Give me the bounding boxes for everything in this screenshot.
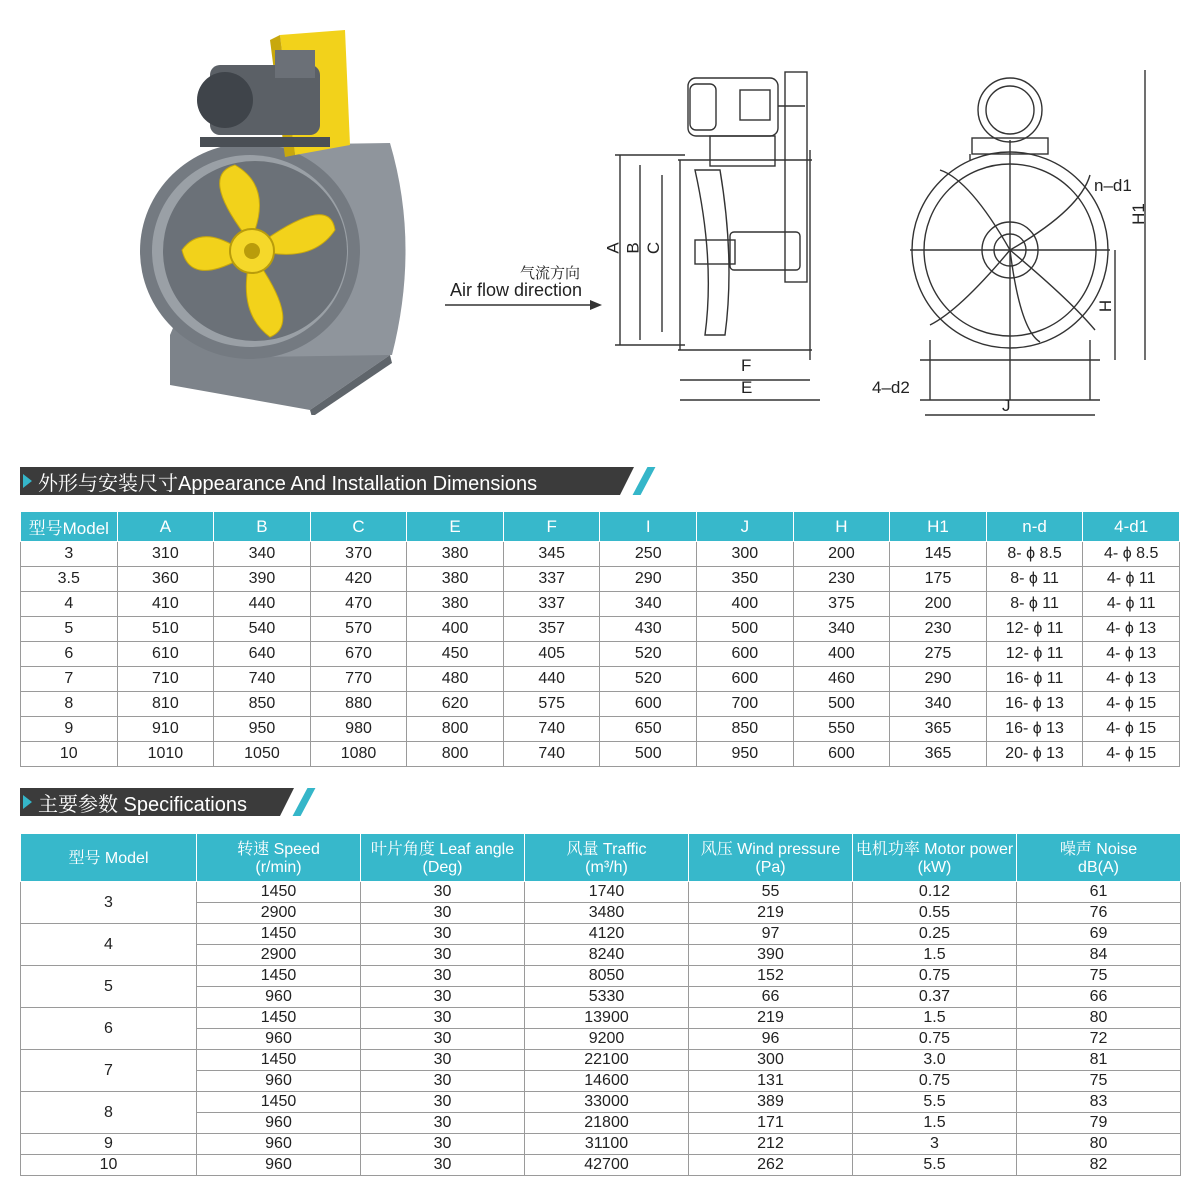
table-cell: 66 bbox=[1017, 987, 1181, 1008]
table-cell: 800 bbox=[407, 717, 504, 742]
table-cell: 710 bbox=[117, 667, 214, 692]
table-row bbox=[21, 1050, 1181, 1071]
table-cell: 30 bbox=[361, 1029, 525, 1050]
spec-col-header bbox=[853, 834, 1017, 882]
table-cell: 81 bbox=[1017, 1050, 1181, 1071]
dim-col-header: H bbox=[793, 512, 890, 542]
table-row bbox=[21, 966, 1181, 987]
dim-col-header: B bbox=[214, 512, 311, 542]
spec-col-header-line: 叶片角度 Leaf angle bbox=[370, 840, 515, 858]
table-cell: 8050 bbox=[525, 966, 689, 987]
table-cell: 540 bbox=[214, 617, 311, 642]
table-cell: 1450 bbox=[197, 1008, 361, 1029]
table-cell: 30 bbox=[361, 1092, 525, 1113]
table-cell: 219 bbox=[689, 903, 853, 924]
dim-col-header: 4-d1 bbox=[1083, 512, 1180, 542]
table-cell: 1740 bbox=[525, 882, 689, 903]
table-cell: 152 bbox=[689, 966, 853, 987]
table-cell: 740 bbox=[503, 717, 600, 742]
table-cell: 5330 bbox=[525, 987, 689, 1008]
table-cell: 84 bbox=[1017, 945, 1181, 966]
table-cell: 670 bbox=[310, 642, 407, 667]
table-cell: 0.75 bbox=[853, 966, 1017, 987]
table-cell: 30 bbox=[361, 882, 525, 903]
table-cell: 380 bbox=[407, 542, 504, 567]
table-cell: 6 bbox=[21, 642, 118, 667]
specifications-heading-text: 主要参数 Specifications bbox=[38, 793, 247, 816]
table-cell: 30 bbox=[361, 924, 525, 945]
table-cell: 72 bbox=[1017, 1029, 1181, 1050]
table-cell: 4 bbox=[21, 592, 118, 617]
spec-col-header bbox=[1017, 834, 1181, 882]
table-cell: 440 bbox=[503, 667, 600, 692]
spec-col-header bbox=[689, 834, 853, 882]
table-cell: 4- ϕ 8.5 bbox=[1083, 542, 1180, 567]
table-cell: 310 bbox=[117, 542, 214, 567]
table-cell: 10 bbox=[21, 742, 118, 767]
model-cell: 9 bbox=[21, 1134, 197, 1155]
table-cell: 131 bbox=[689, 1071, 853, 1092]
side-view-drawing bbox=[440, 60, 840, 410]
table-cell: 620 bbox=[407, 692, 504, 717]
table-cell: 1450 bbox=[197, 1050, 361, 1071]
dimensions-table bbox=[20, 511, 1180, 767]
spec-col-header-line: (r/min) bbox=[255, 858, 302, 876]
dimensions-heading-text: 外形与安装尺寸Appearance And Installation Dimensions bbox=[38, 472, 538, 495]
dim-col-header: A bbox=[117, 512, 214, 542]
table-cell: 420 bbox=[310, 567, 407, 592]
dim-label-h1: H1 bbox=[1128, 203, 1148, 225]
table-cell: 230 bbox=[890, 617, 987, 642]
table-cell: 1080 bbox=[310, 742, 407, 767]
airflow-label-en: Air flow direction bbox=[450, 280, 583, 300]
dim-col-header: F bbox=[503, 512, 600, 542]
table-cell: 7 bbox=[21, 667, 118, 692]
table-cell: 800 bbox=[407, 742, 504, 767]
table-cell: 69 bbox=[1017, 924, 1181, 945]
table-cell: 4- ϕ 13 bbox=[1083, 642, 1180, 667]
spec-col-header bbox=[21, 834, 197, 882]
model-cell: 4 bbox=[21, 924, 197, 966]
table-cell: 910 bbox=[117, 717, 214, 742]
dim-label-d2: 4–d2 bbox=[872, 378, 910, 397]
spec-col-header-line: 电机功率 Motor power bbox=[855, 840, 1014, 858]
table-cell: 175 bbox=[890, 567, 987, 592]
model-cell: 7 bbox=[21, 1050, 197, 1092]
table-cell: 13900 bbox=[525, 1008, 689, 1029]
table-cell: 520 bbox=[600, 667, 697, 692]
spec-col-header-line: 风量 Traffic bbox=[566, 840, 647, 858]
table-cell: 8- ϕ 11 bbox=[986, 567, 1083, 592]
table-cell: 960 bbox=[197, 1134, 361, 1155]
dim-label-h: H bbox=[1096, 299, 1116, 313]
table-cell: 4- ϕ 13 bbox=[1083, 617, 1180, 642]
table-cell: 410 bbox=[117, 592, 214, 617]
table-cell: 30 bbox=[361, 1071, 525, 1092]
model-cell: 6 bbox=[21, 1008, 197, 1050]
table-row bbox=[21, 1134, 1181, 1155]
dim-col-header: E bbox=[407, 512, 504, 542]
table-cell: 9 bbox=[21, 717, 118, 742]
dimensions-table-body bbox=[21, 542, 1180, 767]
table-cell: 880 bbox=[310, 692, 407, 717]
table-cell: 380 bbox=[407, 592, 504, 617]
table-row bbox=[21, 567, 1180, 592]
table-row bbox=[21, 742, 1180, 767]
table-cell: 430 bbox=[600, 617, 697, 642]
table-cell: 4- ϕ 11 bbox=[1083, 592, 1180, 617]
table-cell: 30 bbox=[361, 1134, 525, 1155]
table-cell: 500 bbox=[697, 617, 794, 642]
table-cell: 30 bbox=[361, 945, 525, 966]
table-cell: 12- ϕ 11 bbox=[986, 642, 1083, 667]
table-cell: 75 bbox=[1017, 966, 1181, 987]
table-cell: 3 bbox=[21, 542, 118, 567]
table-cell: 610 bbox=[117, 642, 214, 667]
table-cell: 0.75 bbox=[853, 1029, 1017, 1050]
table-cell: 1.5 bbox=[853, 945, 1017, 966]
table-cell: 5.5 bbox=[853, 1155, 1017, 1176]
table-cell: 5 bbox=[21, 617, 118, 642]
specifications-table-body bbox=[21, 882, 1181, 1176]
table-cell: 300 bbox=[689, 1050, 853, 1071]
dim-col-header: C bbox=[310, 512, 407, 542]
front-view-drawing bbox=[860, 60, 1160, 430]
table-cell: 262 bbox=[689, 1155, 853, 1176]
table-cell: 600 bbox=[793, 742, 890, 767]
table-cell: 21800 bbox=[525, 1113, 689, 1134]
spec-col-header-line: (m³/h) bbox=[585, 858, 628, 876]
table-cell: 8- ϕ 11 bbox=[986, 592, 1083, 617]
dim-col-header: J bbox=[697, 512, 794, 542]
table-cell: 1450 bbox=[197, 924, 361, 945]
dim-col-header: I bbox=[600, 512, 697, 542]
table-cell: 390 bbox=[214, 567, 311, 592]
table-cell: 380 bbox=[407, 567, 504, 592]
fan-photo bbox=[130, 25, 420, 415]
table-cell: 400 bbox=[407, 617, 504, 642]
table-cell: 400 bbox=[793, 642, 890, 667]
table-cell: 4- ϕ 11 bbox=[1083, 567, 1180, 592]
spec-col-header-line: 风压 Wind pressure bbox=[700, 840, 841, 858]
table-cell: 510 bbox=[117, 617, 214, 642]
table-cell: 770 bbox=[310, 667, 407, 692]
table-cell: 300 bbox=[697, 542, 794, 567]
table-cell: 5.5 bbox=[853, 1092, 1017, 1113]
figure-area bbox=[0, 0, 1200, 460]
table-cell: 950 bbox=[214, 717, 311, 742]
spec-col-header-line: dB(A) bbox=[1078, 858, 1119, 876]
table-row bbox=[21, 1008, 1181, 1029]
table-cell: 700 bbox=[697, 692, 794, 717]
dim-label-j: J bbox=[1002, 396, 1011, 415]
table-row bbox=[21, 1155, 1181, 1176]
spec-col-header-line: 噪声 Noise bbox=[1059, 840, 1138, 858]
dim-label-f: F bbox=[741, 356, 752, 375]
table-cell: 960 bbox=[197, 1113, 361, 1134]
model-cell: 8 bbox=[21, 1092, 197, 1134]
table-cell: 960 bbox=[197, 1029, 361, 1050]
table-cell: 30 bbox=[361, 987, 525, 1008]
table-cell: 570 bbox=[310, 617, 407, 642]
table-cell: 171 bbox=[689, 1113, 853, 1134]
table-row bbox=[21, 692, 1180, 717]
table-cell: 33000 bbox=[525, 1092, 689, 1113]
table-cell: 360 bbox=[117, 567, 214, 592]
table-cell: 230 bbox=[793, 567, 890, 592]
table-cell: 30 bbox=[361, 1008, 525, 1029]
table-cell: 66 bbox=[689, 987, 853, 1008]
table-cell: 79 bbox=[1017, 1113, 1181, 1134]
table-cell: 1450 bbox=[197, 882, 361, 903]
airflow-label-cn: 气流方向 bbox=[520, 265, 581, 282]
table-cell: 16- ϕ 13 bbox=[986, 717, 1083, 742]
table-cell: 1.5 bbox=[853, 1113, 1017, 1134]
table-cell: 850 bbox=[697, 717, 794, 742]
table-cell: 16- ϕ 11 bbox=[986, 667, 1083, 692]
spec-col-header-line: (Pa) bbox=[755, 858, 786, 876]
table-cell: 3.5 bbox=[21, 567, 118, 592]
table-cell: 145 bbox=[890, 542, 987, 567]
table-cell: 275 bbox=[890, 642, 987, 667]
spec-col-header-line: 型号 Model bbox=[68, 849, 149, 867]
table-cell: 30 bbox=[361, 1155, 525, 1176]
dim-label-nd1: n–d1 bbox=[1094, 176, 1132, 195]
table-cell: 76 bbox=[1017, 903, 1181, 924]
table-cell: 1050 bbox=[214, 742, 311, 767]
table-cell: 8- ϕ 8.5 bbox=[986, 542, 1083, 567]
table-cell: 405 bbox=[503, 642, 600, 667]
table-cell: 960 bbox=[197, 1071, 361, 1092]
table-row bbox=[21, 924, 1181, 945]
table-cell: 1010 bbox=[117, 742, 214, 767]
specifications-heading bbox=[20, 788, 247, 816]
table-cell: 365 bbox=[890, 717, 987, 742]
table-cell: 30 bbox=[361, 1113, 525, 1134]
table-cell: 0.37 bbox=[853, 987, 1017, 1008]
table-cell: 960 bbox=[197, 1155, 361, 1176]
table-cell: 75 bbox=[1017, 1071, 1181, 1092]
spec-col-header-line: 转速 Speed bbox=[237, 840, 320, 858]
table-cell: 850 bbox=[214, 692, 311, 717]
table-cell: 0.12 bbox=[853, 882, 1017, 903]
table-cell: 2900 bbox=[197, 903, 361, 924]
table-cell: 1450 bbox=[197, 1092, 361, 1113]
table-cell: 30 bbox=[361, 966, 525, 987]
table-cell: 1450 bbox=[197, 966, 361, 987]
table-cell: 16- ϕ 13 bbox=[986, 692, 1083, 717]
table-cell: 357 bbox=[503, 617, 600, 642]
table-cell: 61 bbox=[1017, 882, 1181, 903]
dim-label-c: C bbox=[644, 241, 664, 255]
table-cell: 3 bbox=[853, 1134, 1017, 1155]
table-cell: 8240 bbox=[525, 945, 689, 966]
table-cell: 30 bbox=[361, 903, 525, 924]
model-cell: 10 bbox=[21, 1155, 197, 1176]
table-cell: 2900 bbox=[197, 945, 361, 966]
table-cell: 219 bbox=[689, 1008, 853, 1029]
spec-col-header bbox=[525, 834, 689, 882]
table-cell: 340 bbox=[214, 542, 311, 567]
table-cell: 960 bbox=[197, 987, 361, 1008]
table-cell: 450 bbox=[407, 642, 504, 667]
table-cell: 345 bbox=[503, 542, 600, 567]
table-cell: 640 bbox=[214, 642, 311, 667]
table-cell: 97 bbox=[689, 924, 853, 945]
table-cell: 250 bbox=[600, 542, 697, 567]
dim-label-a: A bbox=[603, 242, 623, 254]
table-cell: 400 bbox=[697, 592, 794, 617]
table-cell: 3480 bbox=[525, 903, 689, 924]
table-cell: 340 bbox=[890, 692, 987, 717]
table-cell: 375 bbox=[793, 592, 890, 617]
table-cell: 30 bbox=[361, 1050, 525, 1071]
table-row bbox=[21, 642, 1180, 667]
table-cell: 96 bbox=[689, 1029, 853, 1050]
table-cell: 290 bbox=[600, 567, 697, 592]
spec-col-header-line: (kW) bbox=[917, 858, 952, 876]
table-row bbox=[21, 617, 1180, 642]
table-cell: 4- ϕ 13 bbox=[1083, 667, 1180, 692]
table-cell: 290 bbox=[890, 667, 987, 692]
table-cell: 600 bbox=[697, 642, 794, 667]
table-cell: 390 bbox=[689, 945, 853, 966]
table-cell: 340 bbox=[793, 617, 890, 642]
table-cell: 80 bbox=[1017, 1008, 1181, 1029]
table-cell: 4- ϕ 15 bbox=[1083, 742, 1180, 767]
table-cell: 31100 bbox=[525, 1134, 689, 1155]
spec-col-header bbox=[197, 834, 361, 882]
dim-label-b: B bbox=[623, 242, 643, 254]
spec-col-header bbox=[361, 834, 525, 882]
table-cell: 740 bbox=[214, 667, 311, 692]
table-cell: 470 bbox=[310, 592, 407, 617]
table-row bbox=[21, 542, 1180, 567]
table-cell: 1.5 bbox=[853, 1008, 1017, 1029]
table-cell: 4120 bbox=[525, 924, 689, 945]
table-row bbox=[21, 1092, 1181, 1113]
table-cell: 0.25 bbox=[853, 924, 1017, 945]
table-cell: 42700 bbox=[525, 1155, 689, 1176]
table-cell: 83 bbox=[1017, 1092, 1181, 1113]
table-cell: 440 bbox=[214, 592, 311, 617]
table-row bbox=[21, 592, 1180, 617]
table-cell: 9200 bbox=[525, 1029, 689, 1050]
table-cell: 600 bbox=[697, 667, 794, 692]
dimensions-heading bbox=[20, 467, 537, 495]
model-cell: 5 bbox=[21, 966, 197, 1008]
spec-col-header-line: (Deg) bbox=[422, 858, 463, 876]
table-cell: 20- ϕ 13 bbox=[986, 742, 1083, 767]
table-cell: 340 bbox=[600, 592, 697, 617]
table-row bbox=[21, 882, 1181, 903]
table-cell: 80 bbox=[1017, 1134, 1181, 1155]
specifications-table bbox=[20, 833, 1181, 1176]
table-cell: 950 bbox=[697, 742, 794, 767]
dim-col-header: 型号Model bbox=[21, 512, 118, 542]
table-cell: 980 bbox=[310, 717, 407, 742]
table-cell: 200 bbox=[793, 542, 890, 567]
table-cell: 350 bbox=[697, 567, 794, 592]
table-cell: 810 bbox=[117, 692, 214, 717]
table-row bbox=[21, 717, 1180, 742]
table-cell: 3.0 bbox=[853, 1050, 1017, 1071]
table-cell: 0.55 bbox=[853, 903, 1017, 924]
table-cell: 4- ϕ 15 bbox=[1083, 717, 1180, 742]
table-cell: 4- ϕ 15 bbox=[1083, 692, 1180, 717]
dim-col-header: n-d bbox=[986, 512, 1083, 542]
table-cell: 389 bbox=[689, 1092, 853, 1113]
table-cell: 55 bbox=[689, 882, 853, 903]
table-cell: 575 bbox=[503, 692, 600, 717]
table-cell: 740 bbox=[503, 742, 600, 767]
table-cell: 500 bbox=[600, 742, 697, 767]
table-cell: 480 bbox=[407, 667, 504, 692]
table-cell: 370 bbox=[310, 542, 407, 567]
table-cell: 82 bbox=[1017, 1155, 1181, 1176]
specifications-table-header bbox=[21, 834, 1181, 882]
dim-col-header: H1 bbox=[890, 512, 987, 542]
table-cell: 337 bbox=[503, 567, 600, 592]
table-cell: 520 bbox=[600, 642, 697, 667]
dim-label-e: E bbox=[741, 378, 753, 397]
table-cell: 8 bbox=[21, 692, 118, 717]
table-row bbox=[21, 667, 1180, 692]
table-cell: 14600 bbox=[525, 1071, 689, 1092]
model-cell: 3 bbox=[21, 882, 197, 924]
table-cell: 337 bbox=[503, 592, 600, 617]
table-cell: 365 bbox=[890, 742, 987, 767]
table-cell: 650 bbox=[600, 717, 697, 742]
table-cell: 22100 bbox=[525, 1050, 689, 1071]
dimensions-table-header bbox=[21, 512, 1180, 542]
table-cell: 500 bbox=[793, 692, 890, 717]
table-cell: 212 bbox=[689, 1134, 853, 1155]
table-cell: 200 bbox=[890, 592, 987, 617]
table-cell: 0.75 bbox=[853, 1071, 1017, 1092]
table-cell: 600 bbox=[600, 692, 697, 717]
table-cell: 12- ϕ 11 bbox=[986, 617, 1083, 642]
table-cell: 550 bbox=[793, 717, 890, 742]
table-cell: 460 bbox=[793, 667, 890, 692]
